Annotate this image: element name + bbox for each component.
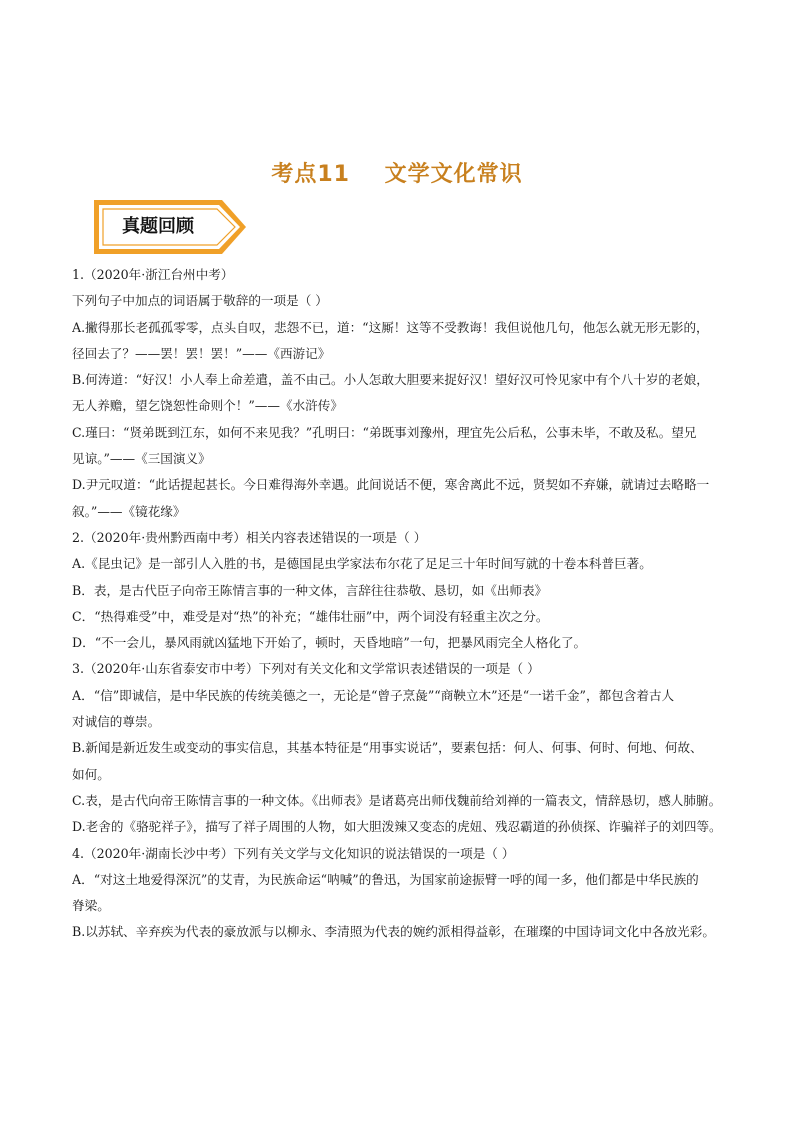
- question-4-option-b: B.以苏轼、辛弃疾为代表的豪放派与以柳永、李清照为代表的婉约派相得益彰，在璀璨的中国诗词文化中各放光彩。: [72, 924, 715, 940]
- section-banner: [94, 200, 246, 254]
- question-3-option-c: C.表，是古代向帝王陈情言事的一种文体。《出师表》是诸葛亮出师伐魏前给刘禅的一篇表文，情辞恳切，感人肺腑。: [72, 792, 722, 808]
- question-1-option-a-line-2: 径回去了？——罢！罢！罢！”——《西游记》: [72, 345, 331, 361]
- question-4-option-a-line-2: 脊梁。: [72, 898, 110, 914]
- question-2-option-c: C．“热得难受”中，难受是对“热”的补充；“雄伟壮丽”中，两个词没有轻重主次之分。: [72, 608, 549, 624]
- question-4-option-a-line-1: A．“对这土地爱得深沉”的艾青，为民族命运“呐喊”的鲁迅，为国家前途振臂一呼的闻一多，他们都是中华民族的: [72, 871, 699, 887]
- question-3-header: 3.（2020年·山东省泰安市中考）下列对有关文化和文学常识表述错误的一项是（ ）: [72, 661, 540, 677]
- question-4-header: 4.（2020年·湖南长沙中考）下列有关文学与文化知识的说法错误的一项是（ ）: [72, 845, 515, 861]
- question-3-option-d: D.老舍的《骆驼祥子》，描写了祥子周围的人物，如大胆泼辣又变态的虎妞、残忍霸道的孙侦探、诈骗祥子的刘四等。: [72, 819, 722, 835]
- question-1-header: 1.（2020年·浙江台州中考）: [72, 267, 234, 282]
- section-banner-label: 真题回顾: [122, 216, 194, 237]
- page-title: 考点11 文学文化常识: [271, 162, 523, 187]
- question-1-option-a-line-1: A.撇得那长老孤孤零零，点头自叹，悲怨不已，道：“这厮！这等不受教诲！我但说他几句，他怎么就无形无影的，: [72, 319, 709, 335]
- question-1-option-c-line-2: 见谅。”——《三国演义》: [72, 451, 211, 467]
- question-3-option-b-line-2: 如何。: [72, 766, 110, 782]
- question-2-header: 2.（2020年·贵州黔西南中考）相关内容表述错误的一项是（ ）: [72, 529, 427, 545]
- question-1-option-d-line-2: 叙。”——《镜花缘》: [72, 503, 186, 519]
- question-2-option-b: B．表，是古代臣子向帝王陈情言事的一种文体，言辞往往恭敬、恳切，如《出师表》: [72, 582, 548, 598]
- question-1-option-b-line-1: B.何涛道：“好汉！小人奉上命差遣，盖不由己。小人怎敢大胆要来捉好汉！望好汉可怜见家中有个八十岁的老娘，: [72, 372, 709, 388]
- question-1-option-d-line-1: D.尹元叹道：“此话提起甚长。今日难得海外幸遇。此间说话不便，寒舍离此不远，贤契如不弃嫌，就请过去略略一: [72, 477, 710, 493]
- question-2-option-a: A.《昆虫记》是一部引人入胜的书，是德国昆虫学家法布尔花了足足三十年时间写就的十卷本科普巨著。: [72, 556, 652, 572]
- question-1-stem: 下列句子中加点的词语属于敬辞的一项是（ ）: [72, 293, 328, 309]
- question-3-option-a-line-2: 对诚信的尊崇。: [72, 714, 161, 730]
- question-1-option-b-line-2: 无人养赡，望乞饶恕性命则个！”——《水浒传》: [72, 398, 343, 414]
- question-1-option-c-line-1: C.瑾曰：“贤弟既到江东，如何不来见我？”孔明曰：“弟既事刘豫州，理宜先公后私，公事未毕，不敢及私。望兄: [72, 424, 697, 440]
- question-3-option-a-line-1: A．“信”即诚信，是中华民族的传统美德之一，无论是“曾子烹彘”“商鞅立木”还是“一诺千金”，都包含着古人: [72, 687, 675, 703]
- question-list: [72, 262, 724, 946]
- question-2-option-d: D．“不一会儿，暴风雨就凶猛地下开始了，顿时，天昏地暗”一句，把暴风雨完全人格化了。: [72, 635, 587, 651]
- question-3-option-b-line-1: B.新闻是新近发生或变动的事实信息，其基本特征是“用事实说话”，要素包括：何人、何事、何时、何地、何故、: [72, 740, 703, 756]
